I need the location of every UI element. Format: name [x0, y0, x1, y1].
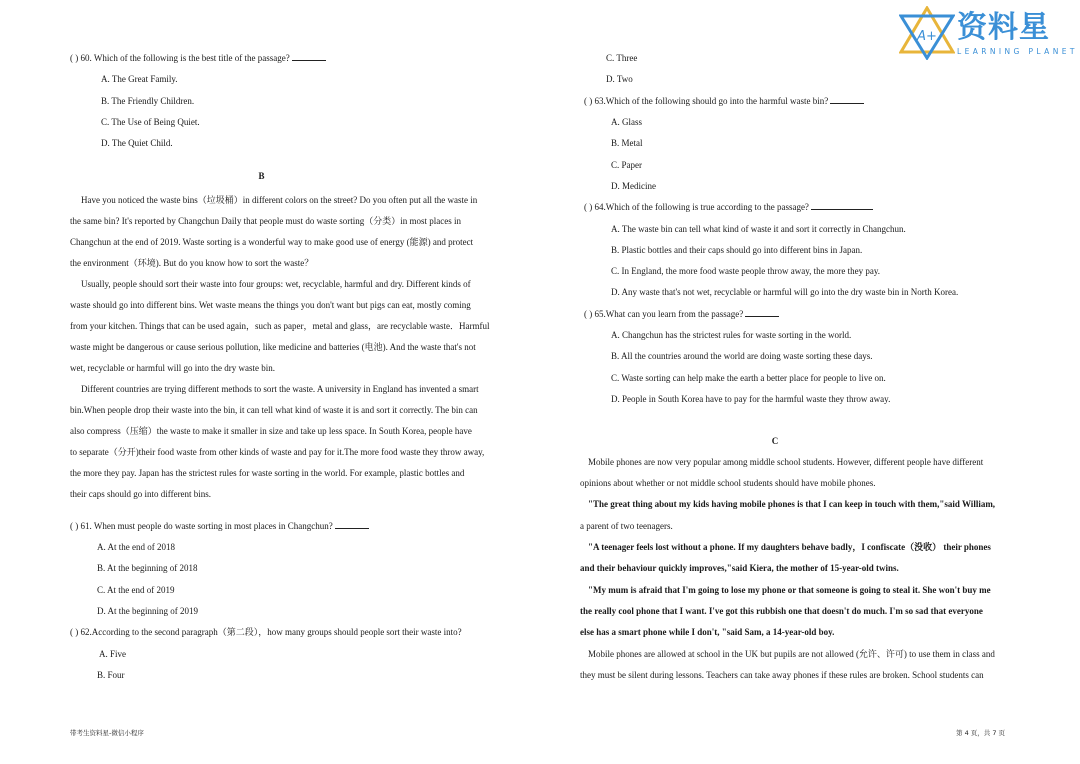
- answer-blank[interactable]: [335, 519, 369, 529]
- option: D. Medicine: [611, 181, 656, 191]
- passage-line: bin.When people drop their waste into the bin, it can tell what kind of waste it is and sort it correctly. The bin can: [70, 405, 478, 415]
- answer-blank[interactable]: [292, 51, 326, 61]
- logo: [899, 6, 1078, 60]
- option: B. Plastic bottles and their caps should go into different bins in Japan.: [611, 245, 863, 255]
- passage-line: Mobile phones are allowed at school in the UK but pupils are not allowed (允许、许可) to use them in class and: [588, 649, 995, 659]
- passage-line: waste might be dangerous or cause serious pollution, like medicine and batteries (电池). And the waste that's not: [70, 342, 476, 352]
- passage-line: Mobile phones are now very popular among middle school students. However, different people have different: [588, 457, 984, 467]
- passage-line: Different countries are trying different methods to sort the waste. A university in England has invented a smart: [81, 384, 479, 394]
- answer-blank[interactable]: [745, 307, 779, 317]
- answer-blank[interactable]: [830, 94, 864, 104]
- passage-line: "A teenager feels lost without a phone. If my daughters behave badly，I confiscate（没收） their phones: [588, 542, 991, 552]
- passage-line: Have you noticed the waste bins（垃圾桶）in different colors on the street? Do you often put all the waste in: [81, 195, 478, 205]
- option: B. All the countries around the world are doing waste sorting these days.: [611, 351, 873, 361]
- logo-mark: A+: [917, 29, 937, 44]
- option: C. At the end of 2019: [97, 585, 175, 595]
- option: D. At the beginning of 2019: [97, 606, 198, 616]
- passage-line: waste should go into different bins. Wet waste means the things you don't want but pigs can eat, mostly coming: [70, 300, 471, 310]
- passage-line: the more they pay. Japan has the strictest rules for waste sorting in the world. For example, plastic bottles and: [70, 468, 465, 478]
- passage-line: "The great thing about my kids having mobile phones is that I can keep in touch with them,"said William,: [588, 499, 996, 509]
- passage-line: a parent of two teenagers.: [580, 521, 673, 531]
- passage-line: Changchun at the end of 2019. Waste sorting is a wonderful way to make good use of energy (能源) and protect: [70, 237, 474, 247]
- question-64: ( ) 64.Which of the following is true according to the passage?: [584, 197, 873, 218]
- option: D. Any waste that's not wet, recyclable or harmful will go into the dry waste bin in North Korea.: [611, 287, 959, 297]
- option: A. Five: [99, 649, 126, 659]
- logo-brand: 资料星: [957, 10, 1050, 45]
- star-logo-icon: [899, 6, 955, 60]
- question-61: ( ) 61. When must people do waste sorting in most places in Changchun?: [70, 516, 369, 537]
- option: A. At the end of 2018: [97, 542, 175, 552]
- passage-line: to separate（分开)their food waste from other kinds of waste and pay for it.The more food waste they throw away,: [70, 447, 485, 457]
- option: B. Four: [97, 670, 125, 680]
- logo-subtitle: LEARNING PLANET: [957, 47, 1078, 56]
- option: D. Two: [606, 74, 633, 84]
- passage-line: wet, recyclable or harmful will go into the dry waste bin.: [70, 363, 275, 373]
- footer-left: 带考生资料星-微信小程序: [70, 729, 144, 737]
- option: B. The Friendly Children.: [101, 96, 195, 106]
- option: A. Glass: [611, 117, 642, 127]
- option: C. The Use of Being Quiet.: [101, 117, 200, 127]
- question-65: ( ) 65.What can you learn from the passage?: [584, 304, 779, 325]
- section-c-heading: C: [771, 436, 779, 446]
- passage-line: from your kitchen. Things that can be used again，such as paper，metal and glass，are recyclable waste．Harmful: [70, 321, 490, 331]
- option: B. Metal: [611, 138, 643, 148]
- option: B. At the beginning of 2018: [97, 563, 198, 573]
- option: C. Paper: [611, 160, 642, 170]
- passage-line: their caps should go into different bins.: [70, 489, 212, 499]
- passage-line: else has a smart phone while I don't, "said Sam, a 14-year-old boy.: [580, 627, 835, 637]
- option: A. The Great Family.: [101, 74, 178, 84]
- option: A. Changchun has the strictest rules for waste sorting in the world.: [611, 330, 852, 340]
- option: D. The Quiet Child.: [101, 138, 173, 148]
- option: C. Waste sorting can help make the earth a better place for people to live on.: [611, 373, 886, 383]
- answer-blank[interactable]: [811, 200, 873, 210]
- question-63: ( ) 63.Which of the following should go into the harmful waste bin?: [584, 91, 864, 112]
- question-60: ( ) 60. Which of the following is the best title of the passage?: [70, 48, 326, 69]
- page-number: 第 4 页，共 7 页: [956, 729, 1006, 737]
- passage-line: also compress（压缩）the waste to make it smaller in size and take up less space. In South Korea, people have: [70, 426, 472, 436]
- passage-line: the really cool phone that I want. I've got this rubbish one that doesn't do much. I'm so sad that everyone: [580, 606, 983, 616]
- passage-line: they must be silent during lessons. Teachers can take away phones if these rules are broken. School students can: [580, 670, 984, 680]
- section-b-heading: B: [258, 171, 265, 181]
- question-62: ( ) 62.According to the second paragraph（第二段），how many groups should people sort their waste into?: [70, 627, 462, 637]
- passage-line: opinions about whether or not middle school students should have mobile phones.: [580, 478, 876, 488]
- option: A. The waste bin can tell what kind of waste it and sort it correctly in Changchun.: [611, 224, 906, 234]
- passage-line: "My mum is afraid that I'm going to lose my phone or that someone is going to steal it. She won't buy me: [588, 585, 991, 595]
- option: C. Three: [606, 53, 638, 63]
- passage-line: Usually, people should sort their waste into four groups: wet, recyclable, harmful and dry. Different kinds of: [81, 279, 471, 289]
- option: D. People in South Korea have to pay for the harmful waste they throw away.: [611, 394, 891, 404]
- passage-line: the same bin? It's reported by Changchun Daily that people must do waste sorting（分类）in most places in: [70, 216, 462, 226]
- passage-line: the environment（环境). But do you know how to sort the waste？: [70, 258, 314, 268]
- passage-line: and their behaviour quickly improves,"said Kiera, the mother of 15-year-old twins.: [580, 563, 899, 573]
- option: C. In England, the more food waste people throw away, the more they pay.: [611, 266, 881, 276]
